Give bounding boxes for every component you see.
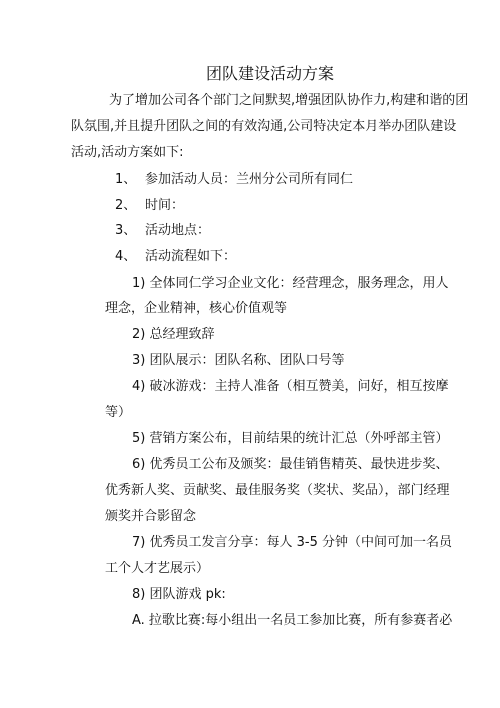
intro-line-2: 队氛围,并且提升团队之间的有效沟通,公司特决定本月举办团队建设 [71,119,457,134]
flow-line-1: 1) 全体同仁学习企业文化：经营理念，服务理念，用人 [132,276,449,291]
flow-line-10: 颁奖并合影留念 [105,509,197,524]
item-number-1: 1、 [115,172,137,187]
document-title: 团队建设活动方案 [205,64,334,83]
item-number-2: 2、 [115,198,137,213]
item-text-1: 参加活动人员：兰州分公司所有同仁 [145,172,354,187]
flow-line-14: A. 拉歌比赛:每小组出一名员工参加比赛，所有参赛者必 [132,613,453,628]
item-number-4: 4、 [115,249,137,264]
flow-line-6: 等） [105,405,132,420]
flow-line-4: 3) 团队展示：团队名称、团队口号等 [132,353,345,368]
item-text-2: 时间： [145,198,185,213]
intro-line-1: 为了增加公司各个部门之间默契,增强团队协作力,构建和谐的团 [109,93,469,108]
item-number-3: 3、 [115,223,137,238]
flow-line-8: 6) 优秀员工公布及颁奖：最佳销售精英、最快进步奖、 [132,457,449,472]
flow-line-2: 理念，企业精神，核心价值观等 [105,301,288,316]
intro-line-3: 活动,活动方案如下: [71,145,184,160]
item-text-3: 活动地点： [145,223,211,238]
flow-line-9: 优秀新人奖、贡献奖、最佳服务奖（奖状、奖品），部门经理 [105,483,450,498]
flow-line-7: 5) 营销方案公布，目前结果的统计汇总（外呼部主管） [132,431,449,446]
item-text-4: 活动流程如下： [145,249,237,264]
flow-line-5: 4) 破冰游戏：主持人准备（相互赞美，问好，相互按摩 [132,379,449,394]
flow-line-13: 8) 团队游戏 pk: [132,587,226,602]
flow-line-11: 7) 优秀员工发言分享：每人 3-5 分钟（中间可加一名员 [132,535,452,550]
flow-line-12: 工个人才艺展示） [105,561,210,576]
flow-line-3: 2) 总经理致辞 [132,327,215,342]
